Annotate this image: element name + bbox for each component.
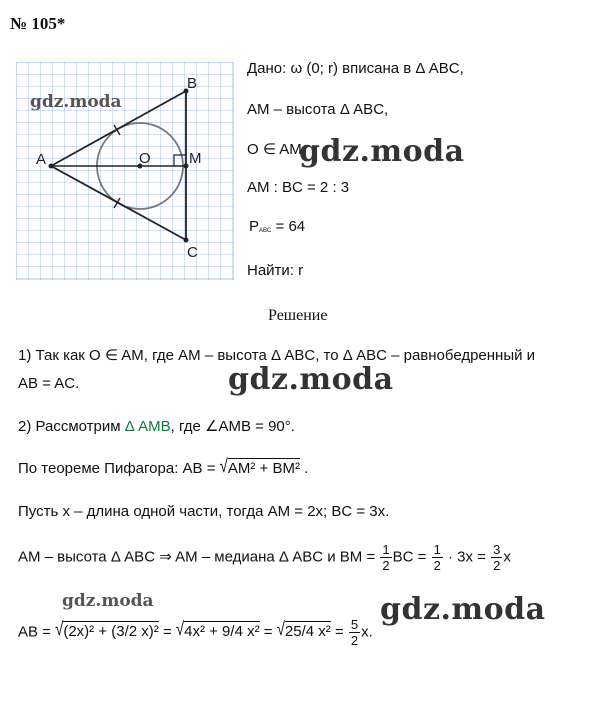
label-m: M [189,150,202,167]
watermark: gdz.moda [62,591,154,611]
step2-pre: 2) Рассмотрим [18,418,125,435]
label-a: A [36,151,47,168]
find-line: Найти: r [247,262,304,279]
let-line: Пусть x – длина одной части, тогда AM = 2x; BC = 3x. [18,503,390,520]
step2-post: , где ∠AMB = 90°. [170,418,295,435]
perimeter-subscript: ABC [259,228,272,234]
step2-triangle: Δ AMB [124,418,171,435]
median-fraction-1: $\frac{1}{2}$ [382,542,390,573]
ab-result-end: x. [361,623,373,641]
watermark: gdz.moda [30,92,122,112]
median-pre: AM – высота Δ ABC ⇒ AM – медиана Δ ABC и BM = [18,548,380,566]
perimeter-value: = 64 [271,218,306,235]
step1-line2: AB = AC. [18,375,80,392]
watermark: gdz.moda [299,134,465,169]
ab-calculation: AB = √ (2x)² + (3/2 x)² = √ 4x² + 9/4 x² = √ 25/4 x² = $\frac{5}{2}$ x. [18,617,373,648]
watermark: gdz.moda [228,362,394,397]
given-perimeter [249,218,305,235]
step1-line1: 1) Так как O ∈ AM, где AM – высота Δ ABC, то Δ ABC – равнобедренный и [18,347,536,364]
given-line-3: O ∈ AM, [247,141,306,158]
watermark: gdz.moda [380,592,546,627]
ab-prefix: AB = [18,623,56,641]
given-line-2: AM – высота Δ ABC, [247,101,389,118]
ab-expression-1: (2x)² + (3/2 x)² [63,623,159,641]
median-mid-2: · 3x = [443,548,491,566]
ab-expression-3: 25/4 x² [284,623,331,641]
median-fraction-3: $\frac{3}{2}$ [493,542,501,573]
label-o: O [139,150,151,167]
median-line [18,543,511,572]
step2-line [18,417,295,435]
point-m [184,164,189,169]
median-end: x [503,548,511,566]
pythagoras-line: По теореме Пифагора: AB = √ AM² + BM² . [18,455,309,477]
point-c [184,238,189,243]
given-line-1: Дано: ω (0; r) вписана в Δ ABC, [247,60,464,77]
median-fraction-2: $\frac{1}{2}$ [433,542,441,573]
problem-number: № 105* [10,14,66,33]
pythagoras-radicand: AM² + BM² [227,460,300,477]
point-a [49,164,54,169]
ab-expression-2: 4x² + 9/4 x² [184,623,260,641]
pythagoras-end: . [299,460,309,477]
solution-heading: Решение [268,307,328,324]
ab-result-fraction: $\frac{5}{2}$ [350,617,359,648]
label-b: B [187,75,198,92]
median-mid-1: BC = [392,548,431,566]
given-line-4: AM : BC = 2 : 3 [247,179,350,196]
perimeter-symbol: P [249,218,260,235]
pythagoras-text: По теореме Пифагора: AB = [18,460,220,477]
label-c: C [187,244,198,261]
